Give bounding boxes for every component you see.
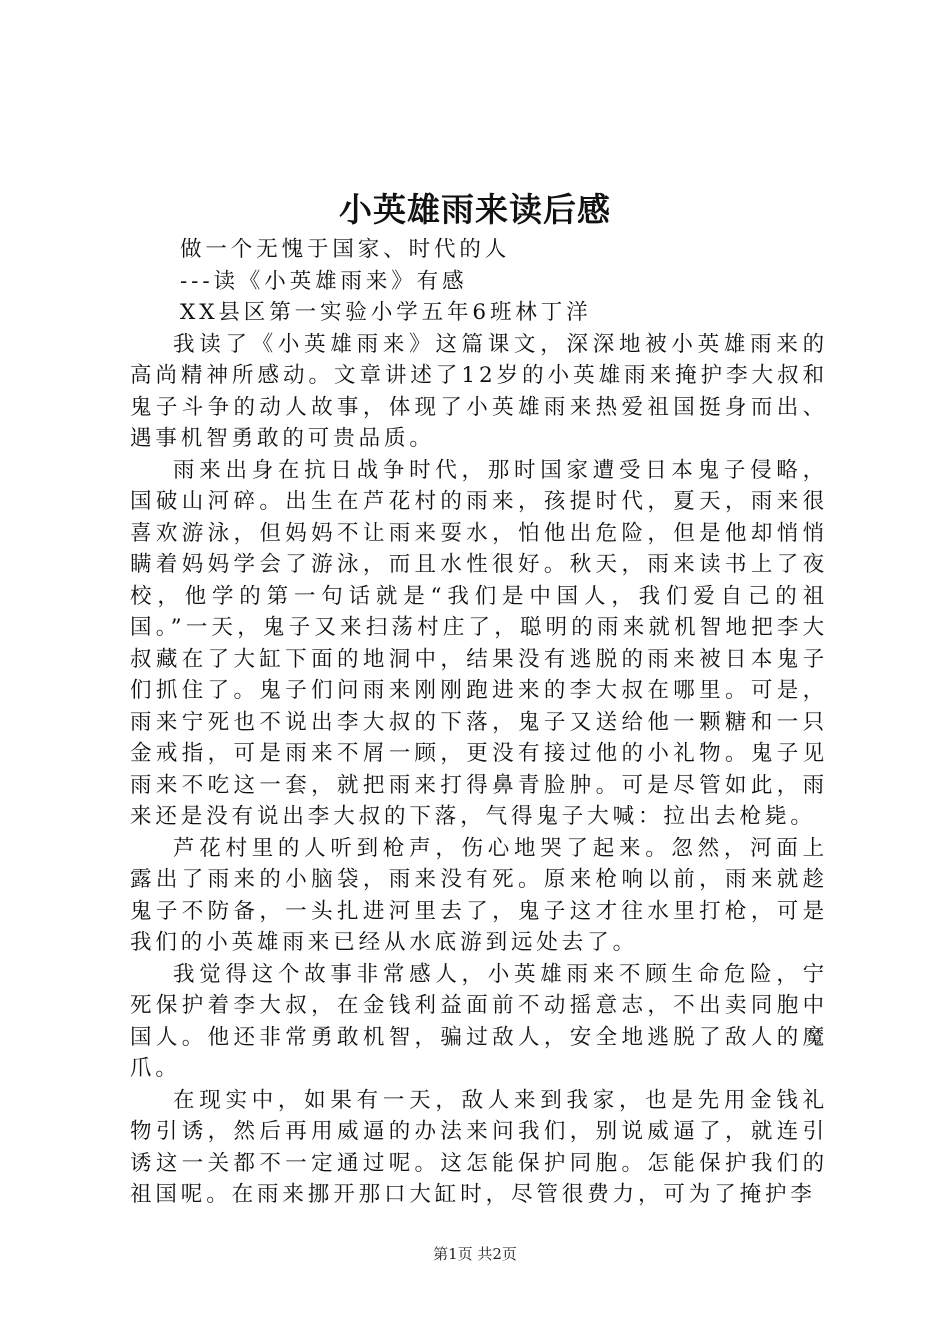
author-line: XX县区第一实验小学五年6班林丁洋 [180,300,592,325]
subtitle-reading-note: ---读《小英雄雨来》有感 [180,268,468,294]
subtitle: 做一个无愧于国家、时代的人 [180,237,511,262]
page-footer: 第1页 共2页 [433,1245,517,1263]
paragraph-2: 雨来出身在抗日战争时代，那时国家遭受日本鬼子侵略，国破山河碎。出生在芦花村的雨来，孩提时代，夏天，雨来很喜欢游泳，但妈妈不让雨来耍水，怕他出危险，但是他却悄悄瞒着妈妈学会了游泳，而且水性很好。秋天，雨来读书上了夜校，他学的第一句话就是“我们是中国人，我们爱自己的祖国。”一天，鬼子又来扫荡村庄了，聪明的雨来就机智地把李大叔藏在了大缸下面的地洞中，结果没有逃脱的雨来被日本鬼子们抓住了。鬼子们问雨来刚刚跑进来的李大叔在哪里。可是，雨来宁死也不说出李大叔的下落，鬼子又送给他一颗糖和一只金戒指，可是雨来不屑一顾，更没有接过他的小礼物。鬼子见雨来不吃这一套，就把雨来打得鼻青脸肿。可是尽管如此，雨来还是没有说出李大叔的下落，气得鬼子大喊：拉出去枪毙。 [130,457,828,829]
paragraph-4: 我觉得这个故事非常感人，小英雄雨来不顾生命危险，宁死保护着李大叔，在金钱利益面前不动摇意志，不出卖同胞中国人。他还非常勇敢机智，骗过敌人，安全地逃脱了敌人的魔爪。 [130,961,828,1081]
paragraph-1: 我读了《小英雄雨来》这篇课文，深深地被小英雄雨来的高尚精神所感动。文章讲述了12岁的小英雄雨来掩护李大叔和鬼子斗争的动人故事，体现了小英雄雨来热爱祖国挺身而出、遇事机智勇敢的可贵品质。 [130,331,828,451]
document-body [130,234,828,1211]
document-title: 小英雄雨来读后感 [339,190,611,229]
paragraph-5: 在现实中，如果有一天，敌人来到我家，也是先用金钱礼物引诱，然后再用威逼的办法来问我们，别说威逼了，就连引诱这一关都不一定通过呢。这怎能保护同胞。怎能保护我们的祖国呢。在雨来挪开那口大缸时，尽管很费力，可为了掩护李 [130,1087,828,1207]
paragraph-3: 芦花村里的人听到枪声，伤心地哭了起来。忽然，河面上露出了雨来的小脑袋，雨来没有死。原来枪响以前，雨来就趁鬼子不防备，一头扎进河里去了，鬼子这才往水里打枪，可是我们的小英雄雨来已经从水底游到远处去了。 [130,835,828,955]
